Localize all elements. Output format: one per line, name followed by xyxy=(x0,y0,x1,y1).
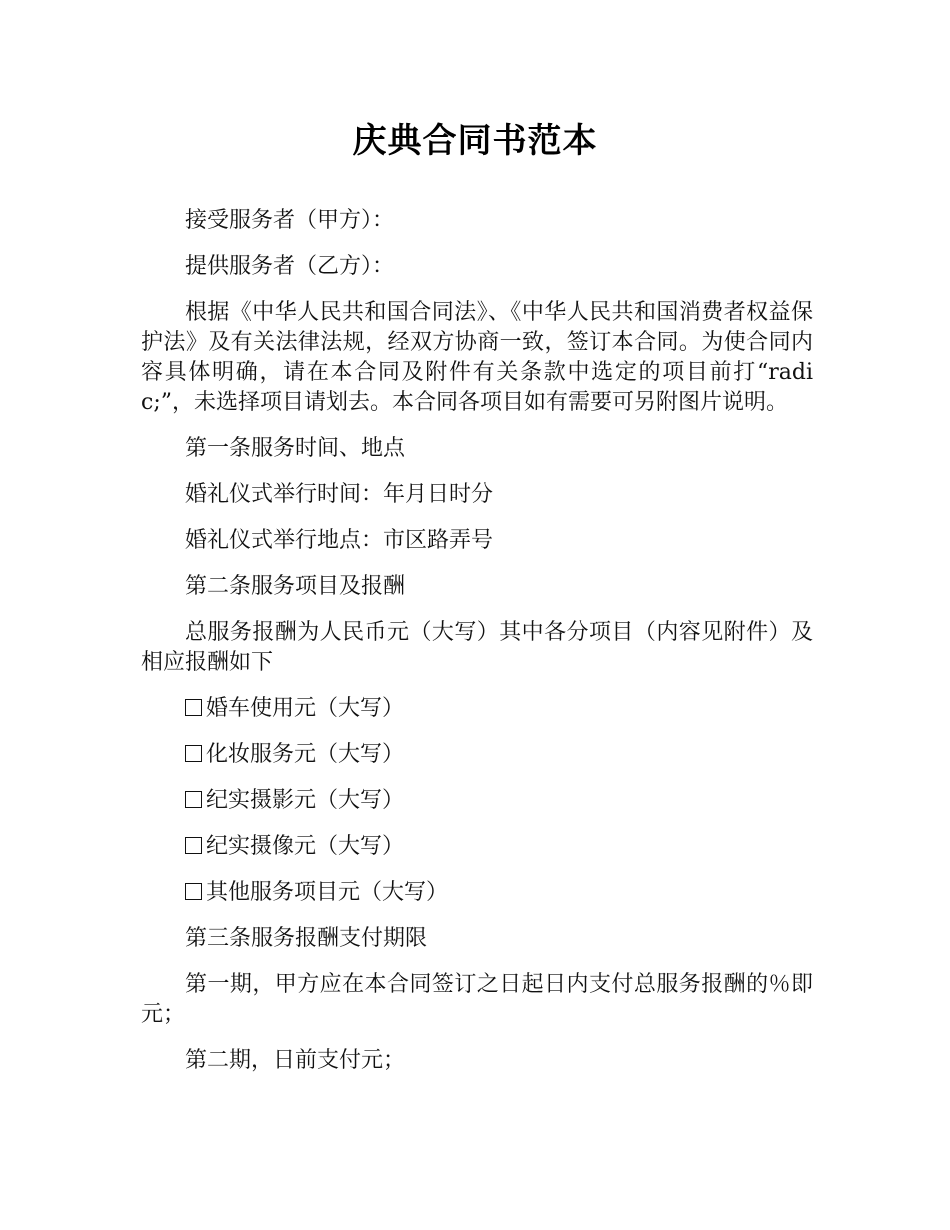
document-title: 庆典合同书范本 xyxy=(352,121,598,161)
checkbox-icon xyxy=(185,745,202,762)
service-item-photography xyxy=(141,786,813,816)
service-item-label: 化妆服务元（大写） xyxy=(206,742,405,767)
ceremony-place-line: 婚礼仪式举行地点：市区路弄号 xyxy=(185,528,494,553)
payment-second-installment: 第二期，日前支付元； xyxy=(185,1048,406,1073)
document-body xyxy=(141,206,813,1092)
checkbox-icon xyxy=(185,837,202,854)
party-a-line: 接受服务者（甲方）： xyxy=(185,208,395,233)
ceremony-time-line: 婚礼仪式举行时间：年月日时分 xyxy=(185,482,494,507)
service-item-label: 纪实摄影元（大写） xyxy=(206,788,405,813)
service-item-other xyxy=(141,878,813,908)
article-3-heading: 第三条服务报酬支付期限 xyxy=(185,926,428,951)
service-item-wedding-car xyxy=(141,694,813,724)
service-item-label: 纪实摄像元（大写） xyxy=(206,834,405,859)
checkbox-icon xyxy=(185,791,202,808)
checkbox-icon xyxy=(185,883,202,900)
service-item-videography xyxy=(141,832,813,862)
payment-first-installment: 第一期，甲方应在本合同签订之日起日内支付总服务报酬的％即元； xyxy=(141,972,813,1027)
service-item-label: 婚车使用元（大写） xyxy=(206,696,405,721)
article-1-heading: 第一条服务时间、地点 xyxy=(185,436,406,461)
article-2-heading: 第二条服务项目及报酬 xyxy=(185,574,406,599)
party-b-line: 提供服务者（乙方）： xyxy=(185,254,395,279)
service-item-makeup xyxy=(141,740,813,770)
checkbox-icon xyxy=(185,699,202,716)
service-item-label: 其他服务项目元（大写） xyxy=(206,880,449,905)
preamble-paragraph: 根据《中华人民共和国合同法》、《中华人民共和国消费者权益保护法》及有关法律法规，经双方协商一致，签订本合同。为使合同内容具体明确，请在本合同及附件有关条款中选定的项目前打“radic;”，未选择项目请划去。本合同各项目如有需要可另附图片说明。 xyxy=(141,300,813,415)
total-fee-paragraph: 总服务报酬为人民币元（大写）其中各分项目（内容见附件）及相应报酬如下 xyxy=(141,620,813,675)
